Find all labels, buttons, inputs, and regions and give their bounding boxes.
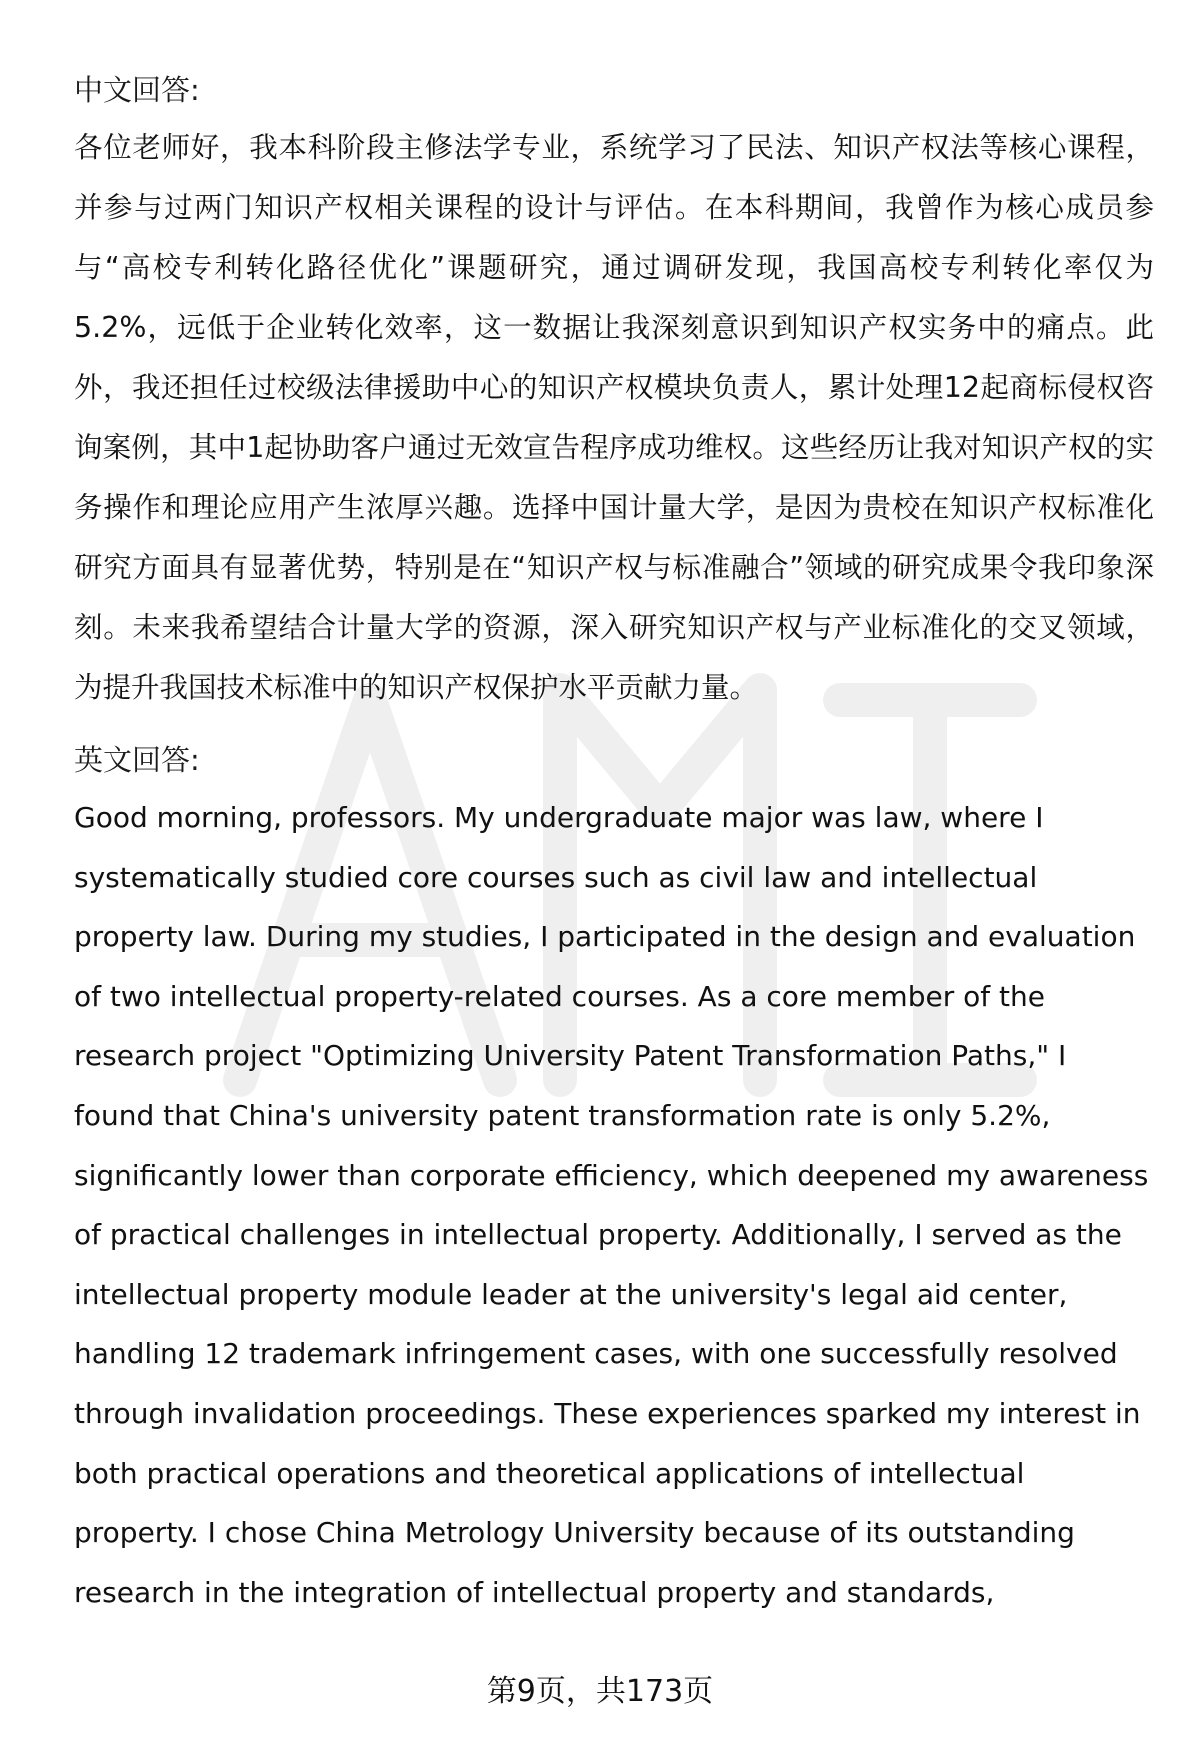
- en-answer-line: of two intellectual property-related courses. As a core member of the: [74, 979, 1045, 1013]
- en-answer-line: through invalidation proceedings. These experiences sparked my interest in: [74, 1396, 1141, 1430]
- en-answer-line: intellectual property module leader at the university's legal aid center,: [74, 1277, 1068, 1311]
- en-answer-line: research project "Optimizing University Patent Transformation Paths," I: [74, 1039, 1067, 1073]
- en-answer-line: property. I chose China Metrology University because of its outstanding: [74, 1516, 1075, 1550]
- en-answer-paragraph: [74, 788, 1154, 1622]
- en-answer-line: both practical operations and theoretical applications of intellectual: [74, 1456, 1025, 1490]
- document-body: [74, 62, 1154, 1622]
- en-answer-line: found that China's university patent transformation rate is only 5.2%,: [74, 1098, 1051, 1132]
- en-answer-line: property law. During my studies, I participated in the design and evaluation: [74, 920, 1136, 954]
- zh-answer-paragraph: 各位老师好，我本科阶段主修法学专业，系统学习了民法、知识产权法等核心课程，并参与过两门知识产权相关课程的设计与评估。在本科期间，我曾作为核心成员参与“高校专利转化路径优化”课题研究，通过调研发现，我国高校专利转化率仅为5.2%，远低于企业转化效率，这一数据让我深刻意识到知识产权实务中的痛点。此外，我还担任过校级法律援助中心的知识产权模块负责人，累计处理12起商标侵权咨询案例，其中1起协助客户通过无效宣告程序成功维权。这些经历让我对知识产权的实务操作和理论应用产生浓厚兴趣。选择中国计量大学，是因为贵校在知识产权标准化研究方面具有显著优势，特别是在“知识产权与标准融合”领域的研究成果令我印象深刻。未来我希望结合计量大学的资源，深入研究知识产权与产业标准化的交叉领域，为提升我国技术标准中的知识产权保护水平贡献力量。: [74, 131, 1154, 704]
- en-answer-label: 英文回答:: [74, 743, 200, 777]
- en-answer-line: systematically studied core courses such as civil law and intellectual: [74, 860, 1038, 894]
- en-answer-line: significantly lower than corporate efficiency, which deepened my awareness: [74, 1158, 1149, 1192]
- en-answer-line: research in the integration of intellectual property and standards,: [74, 1575, 995, 1609]
- page-indicator: 第9页，共173页: [486, 1674, 714, 1709]
- en-answer-line: handling 12 trademark infringement cases, with one successfully resolved: [74, 1337, 1118, 1371]
- en-answer-line: Good morning, professors. My undergraduate major was law, where I: [74, 801, 1044, 834]
- zh-answer-label: 中文回答:: [74, 73, 200, 107]
- en-answer-line: of practical challenges in intellectual property. Additionally, I served as the: [74, 1218, 1122, 1252]
